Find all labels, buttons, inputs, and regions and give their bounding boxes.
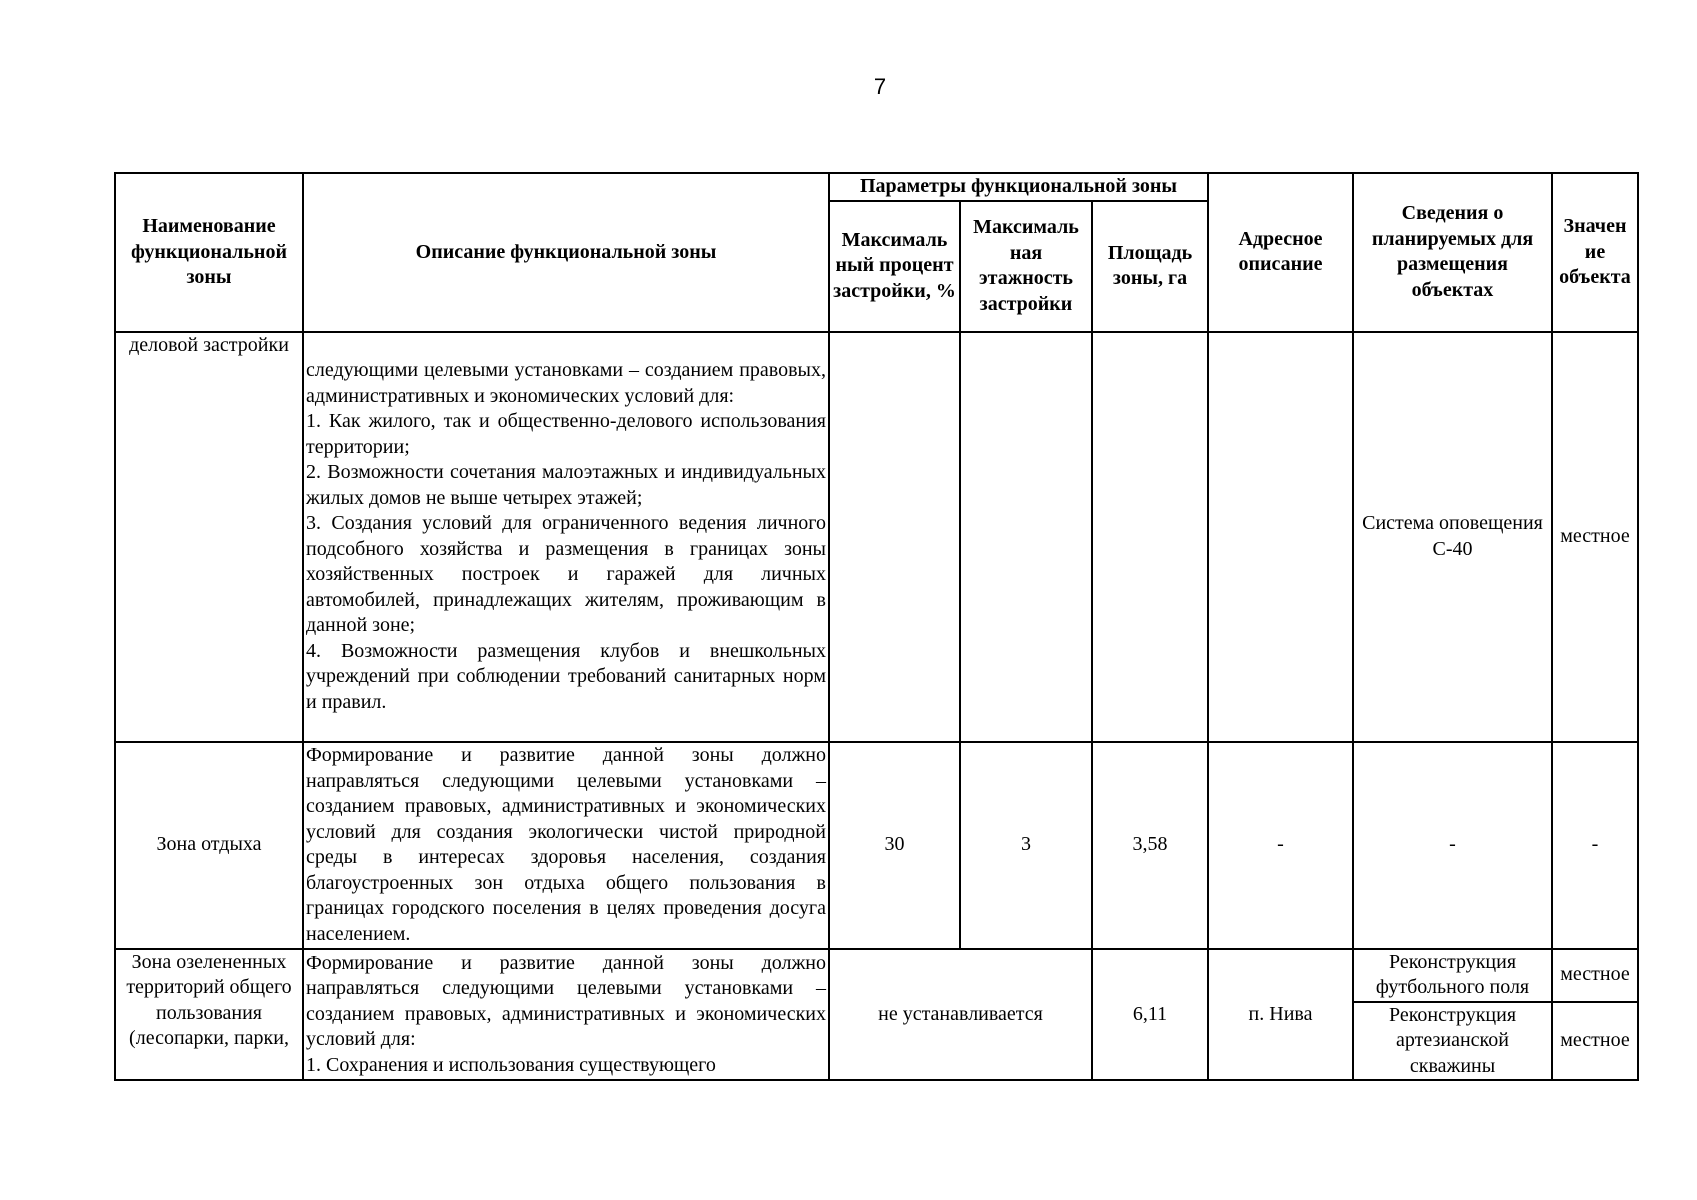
- params-merged-cell: не устанавливается: [829, 949, 1092, 1081]
- zone-name: Зона озелененных территорий общего пользования (лесопарки, парки,: [115, 949, 303, 1081]
- significance-cell: -: [1552, 742, 1638, 949]
- description-paragraph: следующими целевыми установками – созданием правовых, административных и экономических условий для:: [306, 359, 826, 407]
- planned-object-cell: Реконструкция артезианской скважины: [1353, 1002, 1552, 1081]
- zone-description: [303, 949, 829, 1081]
- description-paragraph: Формирование и развитие данной зоны должно направляться следующими целевыми установками – созданием правовых, административных и экономических условий для создания экологически чистой природной среды в интересах здоровья населения, создания благоустроенных зон отдыха общего пользования в границах городского поселения в целях проведения досуга населением.: [306, 744, 826, 945]
- zone-area-cell: [1092, 332, 1208, 742]
- header-planned-objects: Сведения о планируемых для размещения объектах: [1353, 173, 1552, 332]
- address-cell: п. Нива: [1208, 949, 1353, 1081]
- description-paragraph: 1. Как жилого, так и общественно-делового использования территории;: [306, 410, 826, 458]
- zone-name: Зона отдыха: [115, 742, 303, 949]
- planned-object-cell: -: [1353, 742, 1552, 949]
- header-zone-name: Наименование функциональной зоны: [115, 173, 303, 332]
- header-max-floors: Максималь ная этажность застройки: [960, 201, 1092, 332]
- zone-description: [303, 332, 829, 742]
- zone-name: деловой застройки: [115, 332, 303, 742]
- description-paragraph: 4. Возможности размещения клубов и внешкольных учреждений при соблюдении требований санитарных норм и правил.: [306, 639, 826, 713]
- zone-area-cell: 3,58: [1092, 742, 1208, 949]
- significance-cell: местное: [1552, 332, 1638, 742]
- header-zone-description: Описание функциональной зоны: [303, 173, 829, 332]
- header-zone-parameters: Параметры функциональной зоны: [829, 173, 1208, 201]
- max-floors-cell: 3: [960, 742, 1092, 949]
- table-row: [115, 332, 1638, 742]
- header-max-coverage: Максималь ный процент застройки, %: [829, 201, 960, 332]
- header-address: Адресное описание: [1208, 173, 1353, 332]
- table-row: [115, 949, 1638, 1002]
- header-zone-area: Площадь зоны, га: [1092, 201, 1208, 332]
- max-floors-cell: [960, 332, 1092, 742]
- address-cell: -: [1208, 742, 1353, 949]
- description-paragraph: 3. Создания условий для ограниченного ведения личного подсобного хозяйства и размещения в границах зоны хозяйственных построек и гаражей для личных автомобилей, принадлежащих жителям, проживающим в данной зоне;: [306, 512, 826, 636]
- functional-zones-table: [114, 172, 1639, 1081]
- significance-cell: местное: [1552, 949, 1638, 1002]
- zone-description: [303, 742, 829, 949]
- planned-object-cell: Система оповещения С-40: [1353, 332, 1552, 742]
- address-cell: [1208, 332, 1353, 742]
- page-number: 7: [873, 74, 887, 99]
- description-paragraph: 2. Возможности сочетания малоэтажных и индивидуальных жилых домов не выше четырех этажей;: [306, 461, 826, 509]
- table-row: [115, 742, 1638, 949]
- significance-cell: местное: [1552, 1002, 1638, 1081]
- description-paragraph: 1. Сохранения и использования существующего: [306, 1053, 716, 1076]
- header-object-significance: Значен ие объекта: [1552, 173, 1638, 332]
- zone-area-cell: 6,11: [1092, 949, 1208, 1081]
- planned-object-cell: Реконструкция футбольного поля: [1353, 949, 1552, 1002]
- description-paragraph: Формирование и развитие данной зоны должно направляться следующими целевыми установками – созданием правовых, административных и экономических условий для:: [306, 951, 826, 1050]
- max-coverage-cell: 30: [829, 742, 960, 949]
- max-coverage-cell: [829, 332, 960, 742]
